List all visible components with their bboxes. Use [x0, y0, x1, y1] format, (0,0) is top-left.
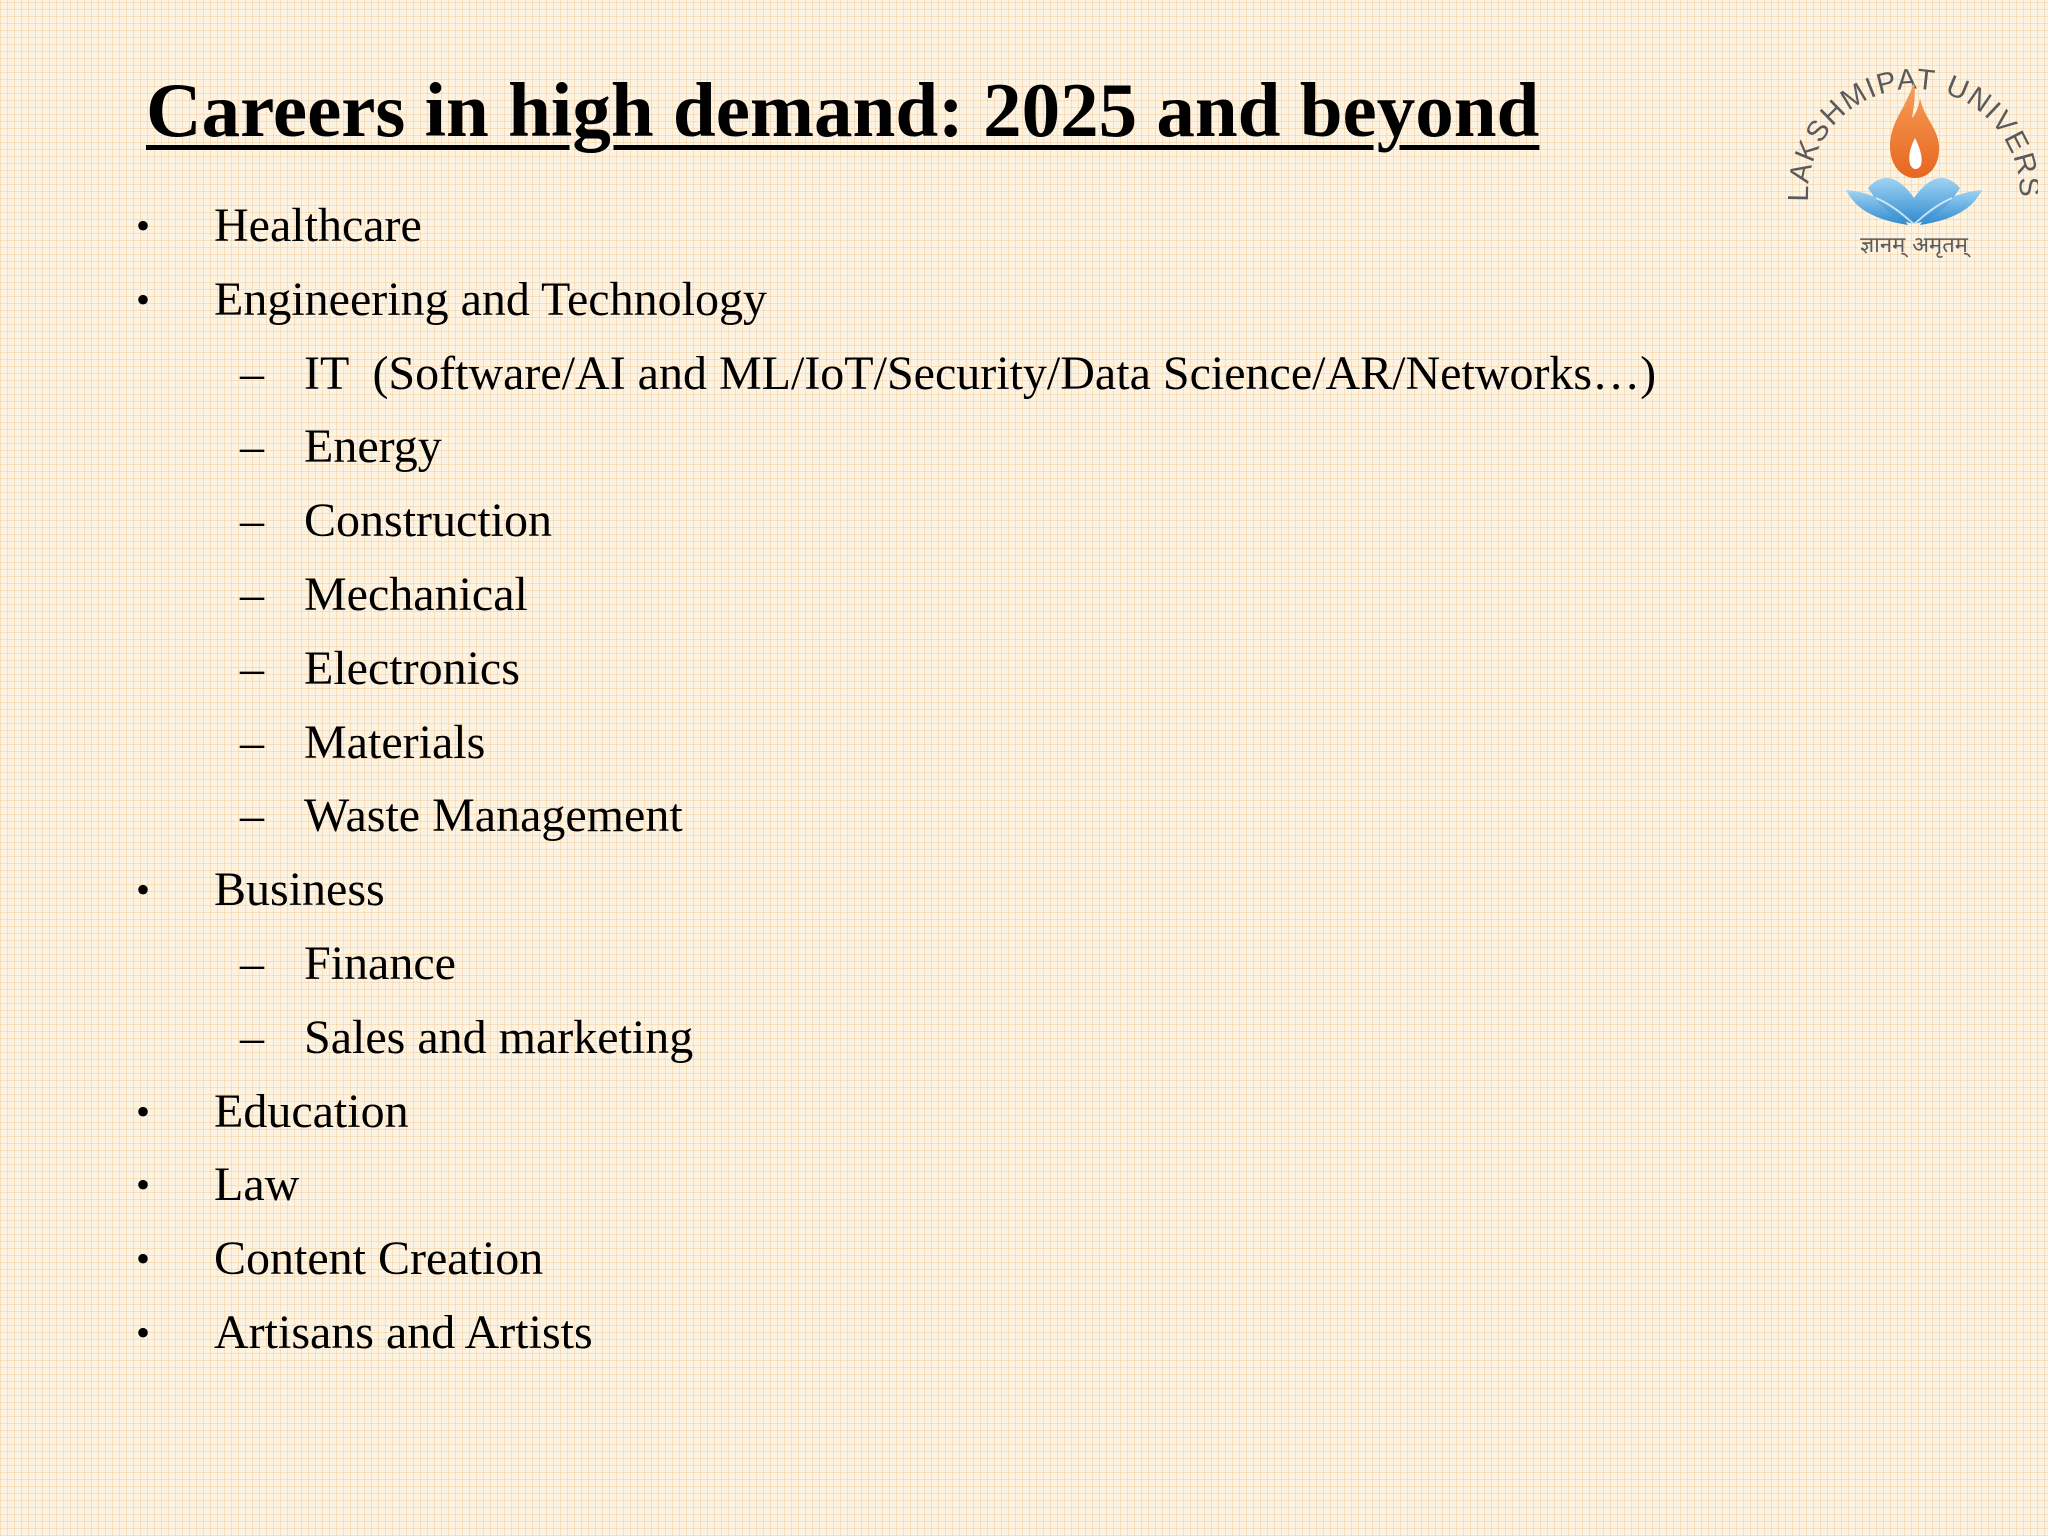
list-item-text: Law [214, 1158, 300, 1212]
sub-list-item [0, 927, 1900, 1001]
list-item-text: IT (Software/AI and ML/IoT/Security/Data Science/AR/Networks…) [304, 346, 1657, 400]
list-item [0, 263, 1900, 337]
list-item-text: Finance [304, 936, 456, 990]
dash-marker: – [240, 420, 264, 474]
list-item [0, 1148, 1900, 1222]
bullet-marker: • [136, 867, 151, 913]
list-item [0, 1296, 1900, 1370]
list-item-text: Artisans and Artists [214, 1305, 593, 1359]
bullet-marker: • [136, 1236, 151, 1282]
sub-list-item [0, 558, 1900, 632]
list-item-text: Content Creation [214, 1232, 544, 1286]
list-item-text: Energy [304, 420, 442, 474]
dash-marker: – [240, 567, 264, 621]
bullet-marker: • [136, 1088, 151, 1134]
bullet-marker: • [136, 276, 151, 322]
dash-marker: – [240, 715, 264, 769]
list-item-text: Sales and marketing [304, 1010, 694, 1064]
bullet-marker: • [136, 203, 151, 248]
dash-marker: – [240, 1010, 264, 1064]
sub-list-item [0, 779, 1900, 853]
sub-list-item [0, 706, 1900, 780]
sub-list-item [0, 484, 1900, 558]
list-item-text: Healthcare [214, 199, 422, 252]
slide-title: Careers in high demand: 2025 and beyond [146, 67, 1540, 153]
list-item-text: Business [214, 863, 385, 917]
list-item [0, 1075, 1900, 1149]
bullet-marker: • [136, 1162, 151, 1208]
career-list [0, 189, 1900, 1370]
list-item [0, 853, 1900, 927]
logo-motto: ज्ञानम् अमृतम् [1860, 233, 1968, 258]
flame-lotus-icon [1748, 20, 2038, 260]
list-item [0, 189, 1900, 263]
sub-list-item [0, 1001, 1900, 1075]
dash-marker: – [240, 346, 264, 400]
sub-list-item [0, 337, 1900, 411]
dash-marker: – [240, 494, 264, 548]
logo-name-text: LAKSHMIPAT UNIVE [1782, 63, 2036, 202]
list-item-text: Construction [304, 494, 552, 548]
list-item-text: Mechanical [304, 567, 528, 621]
university-logo [1748, 20, 2038, 260]
list-item-text: Electronics [304, 641, 520, 695]
sub-list-item [0, 632, 1900, 706]
dash-marker: – [240, 936, 264, 990]
dash-marker: – [240, 789, 264, 843]
list-item-text: Waste Management [304, 789, 683, 843]
dash-marker: – [240, 641, 264, 695]
sub-list-item [0, 410, 1900, 484]
list-item-text: Education [214, 1084, 409, 1138]
list-item-text: Materials [304, 715, 486, 769]
list-item [0, 1222, 1900, 1296]
list-item-text: Engineering and Technology [214, 272, 767, 326]
bullet-marker: • [136, 1309, 151, 1355]
